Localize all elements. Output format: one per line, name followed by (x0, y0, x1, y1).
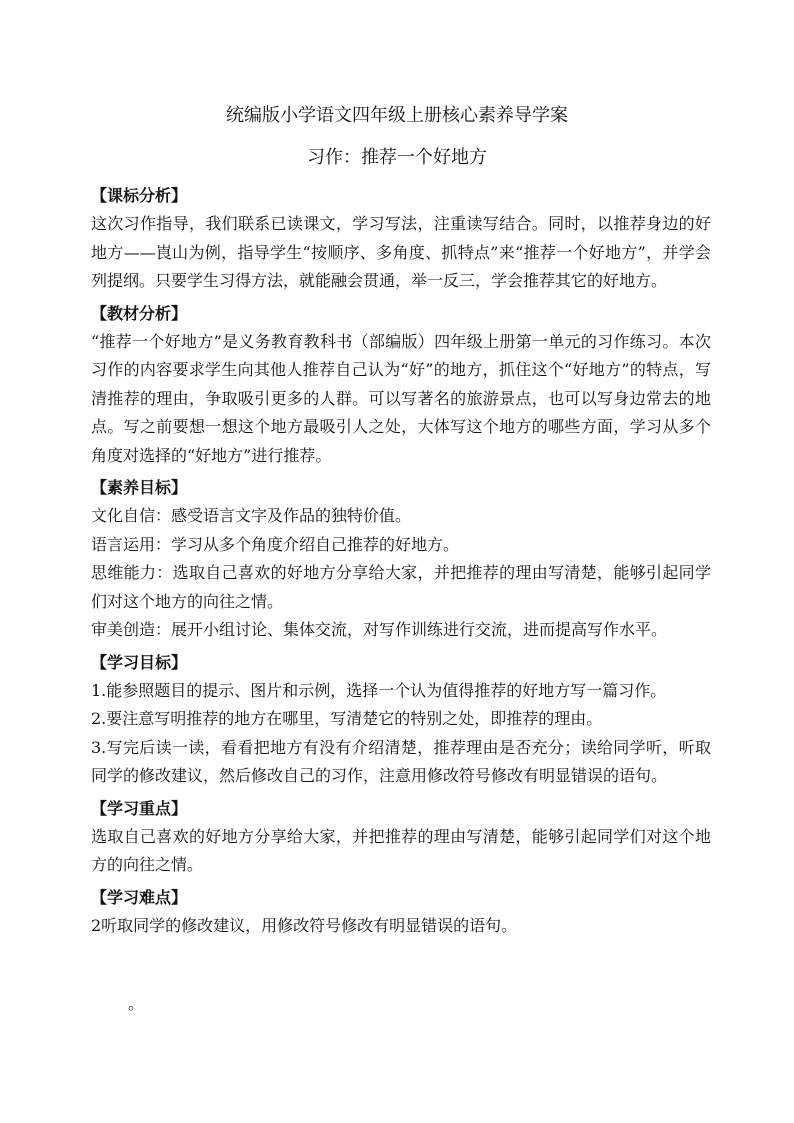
textbook-analysis-text: “推荐一个好地方”是义务教育教科书（部编版）四年级上册第一单元的习作练习。本次习作的内容要求学生向其他人推荐自己认为“好”的地方，抓住这个“好地方”的特点，写清推荐的理由，争取吸引更多的人群。可以写著名的旅游景点，也可以写身边常去的地点。写之前要想一想这个地方最吸引人之处，大体写这个地方的哪些方面，学习从多个角度对选择的“好地方”进行推荐。 (91, 331, 711, 465)
section-heading-curriculum: 【课标分析】 (91, 186, 188, 205)
learning-goal-item: 1.能参照题目的提示、图片和示例，选择一个认为值得推荐的好地方写一篇习作。 (91, 680, 667, 700)
difficulties-text: 2听取同学的修改建议，用修改符号修改有明显错误的语句。 (91, 915, 518, 935)
document-body (91, 182, 711, 940)
document-title: 统编版小学语文四年级上册核心素养导学案 (226, 105, 568, 126)
document-subtitle: 习作：推荐一个好地方 (307, 147, 487, 168)
literacy-goal-item: 审美创造：展开小组讨论、集体交流，对写作训练进行交流，进而提高写作水平。 (91, 620, 668, 639)
learning-goal-item: 3.写完后读一读，看看把地方有没有介绍清楚，推荐理由是否充分；读给同学听，听取同学的修改建议，然后修改自己的习作，注意用修改符号修改有明显错误的语句。 (91, 737, 711, 785)
section-heading-key-points: 【学习重点】 (91, 798, 188, 818)
section-heading-literacy-goals: 【素养目标】 (91, 478, 188, 497)
learning-goal-item: 2.要注意写明推荐的地方在哪里，写清楚它的特别之处，即推荐的理由。 (91, 709, 603, 728)
curriculum-analysis-text: 这次习作指导，我们联系已读课文，学习写法，注重读写结合。同时，以推荐身边的好地方——崀山为例，指导学生“按顺序、多角度、抓特点”来“推荐一个好地方”，并学会列提纲。只要学生习得方法，就能融会贯通，举一反三，学会推荐其它的好地方。 (91, 214, 711, 290)
section-heading-textbook: 【教材分析】 (91, 303, 188, 323)
key-points-text: 选取自己喜欢的好地方分享给大家，并把推荐的理由写清楚，能够引起同学们对这个地方的向往之情。 (91, 826, 711, 874)
trailing-punctuation: 。 (128, 994, 145, 1013)
literacy-goal-item: 文化自信：感受语言文字及作品的独特价值。 (91, 506, 412, 525)
literacy-goal-item: 思维能力：选取自己喜欢的好地方分享给大家，并把推荐的理由写清楚，能够引起同学们对这个地方的向往之情。 (91, 563, 711, 611)
section-heading-difficulties: 【学习难点】 (91, 887, 188, 907)
literacy-goal-item: 语言运用：学习从多个角度介绍自己推荐的好地方。 (91, 534, 460, 554)
section-heading-learning-goals: 【学习目标】 (91, 652, 188, 672)
